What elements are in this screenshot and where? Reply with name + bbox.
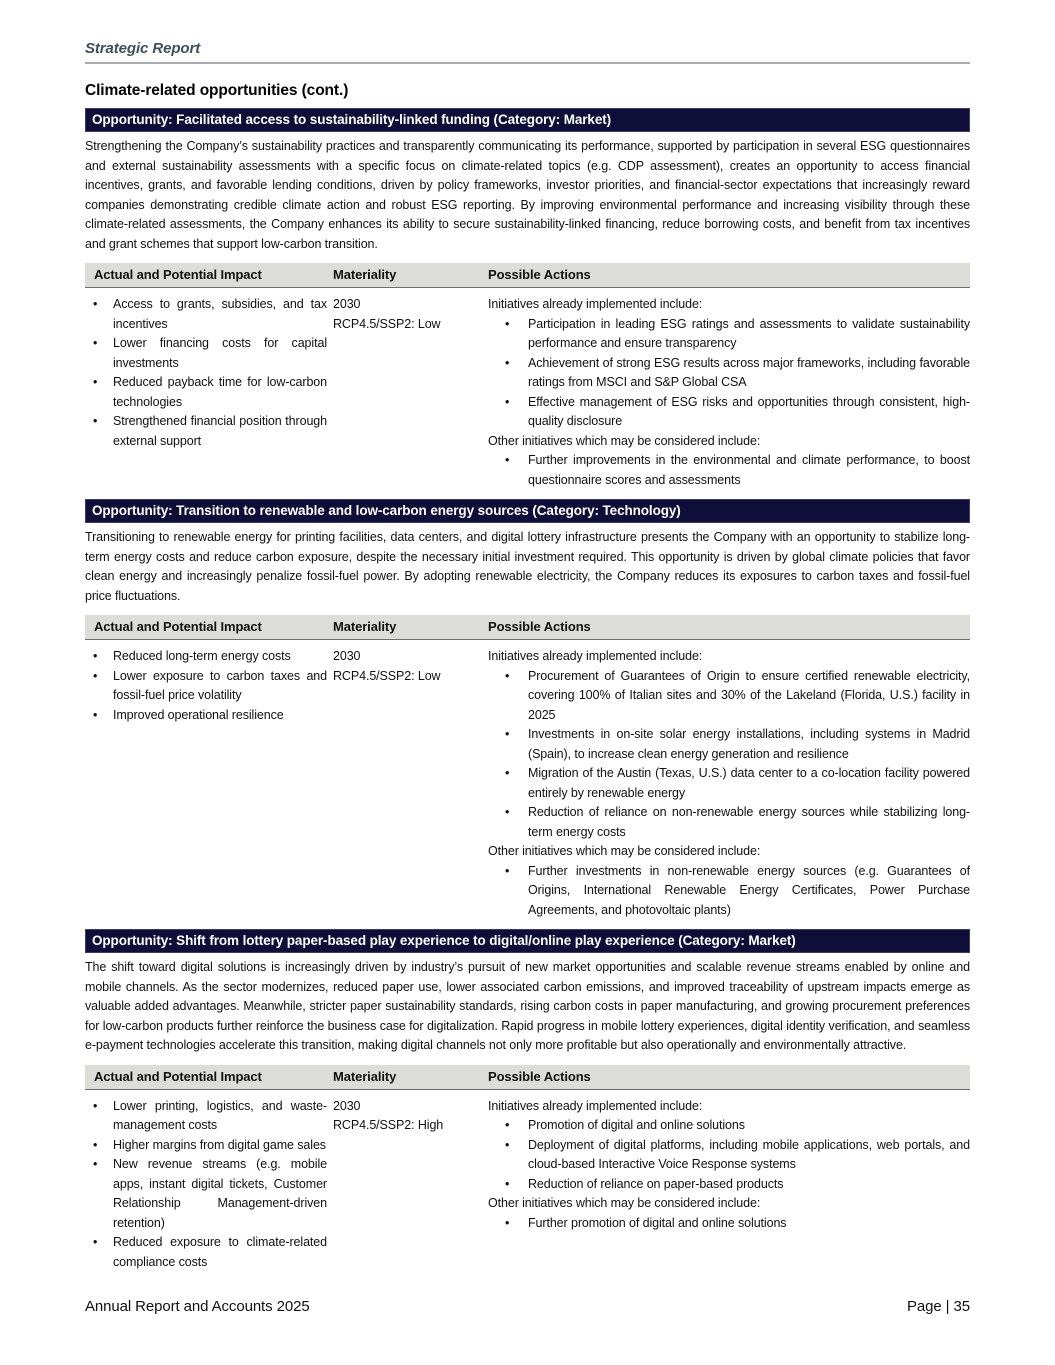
materiality-cell xyxy=(333,1090,488,1273)
impact-list xyxy=(85,1097,327,1273)
opportunity-description: The shift toward digital solutions is increasingly driven by industry’s pursuit of new market opportunities and scalable revenue streams enabled by online and mobile channels. As the sector modernizes, reduced paper use, lower associated carbon emissions, and improved traceability of upstream impacts emerge as valuable added advantages. Meanwhile, stricter paper sustainability standards, rising carbon costs in paper manufacturing, and growing procurement preferences for low-carbon products further reinforce the business case for digitalization. Rapid progress in mobile lottery experiences, digital identity verification, and seamless e-payment technologies accelerate this transition, making digital channels not only more profitable but also operationally and environmentally attractive. xyxy=(85,960,970,1052)
impact-cell xyxy=(85,1090,333,1273)
action-item: • Procurement of Guarantees of Origin to ensure certified renewable electricity, covering 100% of Italian sites and 30% of the Lakeland (Florida, U.S.) facility in 2025 xyxy=(505,667,970,726)
materiality-scenario: RCP4.5/SSP2: Low xyxy=(333,316,441,331)
materiality-cell xyxy=(333,640,488,920)
implemented-label: Initiatives already implemented include: xyxy=(488,1098,703,1113)
impact-item: • Reduced long-term energy costs xyxy=(85,647,327,667)
materiality-scenario: RCP4.5/SSP2: Low xyxy=(333,668,441,683)
footer-page-number: Page | 35 xyxy=(906,1298,970,1315)
impact-item: • Strengthened financial position through external support xyxy=(85,412,327,451)
impact-cell xyxy=(85,288,333,490)
col-header-impact: Actual and Potential Impact xyxy=(85,615,333,640)
col-header-materiality: Materiality xyxy=(333,615,488,640)
implemented-list xyxy=(505,1116,970,1194)
impact-item: • New revenue streams (e.g. mobile apps, instant digital tickets, Customer Relationship Management-driven retention) xyxy=(85,1155,327,1233)
materiality-cell xyxy=(333,288,488,490)
opportunity-banner: Opportunity: Transition to renewable and low-carbon energy sources (Category: Technology) xyxy=(85,499,970,523)
other-list xyxy=(505,862,970,921)
impact-item: • Improved operational resilience xyxy=(85,706,327,726)
impact-list xyxy=(85,647,327,725)
implemented-label: Initiatives already implemented include: xyxy=(488,649,703,663)
actions-cell xyxy=(488,288,970,490)
action-item: • Deployment of digital platforms, including mobile applications, web portals, and cloud-based Interactive Voice Response systems xyxy=(505,1136,970,1175)
opportunity-section-2 xyxy=(85,499,970,920)
action-item: • Migration of the Austin (Texas, U.S.) data center to a co-location facility powered entirely by renewable energy xyxy=(505,764,970,803)
action-item: • Reduction of reliance on paper-based products xyxy=(505,1175,970,1195)
impact-item: • Lower financing costs for capital investments xyxy=(85,334,327,373)
impact-item: • Lower printing, logistics, and waste-management costs xyxy=(85,1097,327,1136)
impact-cell xyxy=(85,640,333,920)
impact-table xyxy=(85,1065,970,1273)
col-header-impact: Actual and Potential Impact xyxy=(85,1065,333,1090)
opportunity-banner: Opportunity: Shift from lottery paper-based play experience to digital/online play experience (Category: Market) xyxy=(85,929,970,953)
impact-item: • Access to grants, subsidies, and tax incentives xyxy=(85,295,327,334)
page-title: Climate-related opportunities (cont.) xyxy=(85,82,349,99)
footer-report-title: Annual Report and Accounts 2025 xyxy=(85,1298,310,1315)
other-label: Other initiatives which may be considered include: xyxy=(488,433,761,448)
col-header-actions: Possible Actions xyxy=(488,615,970,640)
col-header-impact: Actual and Potential Impact xyxy=(85,263,333,288)
implemented-list xyxy=(505,667,970,843)
col-header-materiality: Materiality xyxy=(333,263,488,288)
col-header-actions: Possible Actions xyxy=(488,263,970,288)
materiality-scenario: RCP4.5/SSP2: High xyxy=(333,1118,444,1132)
action-item: • Effective management of ESG risks and opportunities through consistent, high-quality disclosure xyxy=(505,393,970,432)
impact-table xyxy=(85,615,970,920)
col-header-actions: Possible Actions xyxy=(488,1065,970,1090)
col-header-materiality: Materiality xyxy=(333,1065,488,1090)
action-item: • Further improvements in the environmental and climate performance, to boost questionnaire scores and assessments xyxy=(505,451,970,490)
opportunity-section-3 xyxy=(85,929,970,1272)
opportunity-section-1 xyxy=(85,108,970,490)
other-label: Other initiatives which may be considered include: xyxy=(488,844,761,858)
impact-item: • Reduced payback time for low-carbon technologies xyxy=(85,373,327,412)
report-page xyxy=(85,0,970,1281)
action-item: • Investments in on-site solar energy installations, including systems in Madrid (Spain), to increase clean energy generation and resilience xyxy=(505,725,970,764)
other-label: Other initiatives which may be considered include: xyxy=(488,1196,761,1210)
header-rule xyxy=(85,62,970,64)
action-item: • Promotion of digital and online solutions xyxy=(505,1116,970,1136)
materiality-horizon: 2030 xyxy=(333,297,361,311)
actions-cell xyxy=(488,1090,970,1273)
materiality-horizon: 2030 xyxy=(333,649,361,663)
impact-list xyxy=(85,295,327,451)
action-item: • Participation in leading ESG ratings and assessments to validate sustainability performance and ensure transparency xyxy=(505,315,970,354)
action-item: • Reduction of reliance on non-renewable energy sources while stabilizing long-term energy costs xyxy=(505,803,970,842)
impact-table xyxy=(85,263,970,490)
actions-cell xyxy=(488,640,970,920)
action-item: • Further investments in non-renewable energy sources (e.g. Guarantees of Origins, International Renewable Energy Certificates, Power Purchase Agreements, and photovoltaic plants) xyxy=(505,862,970,921)
impact-item: • Reduced exposure to climate-related compliance costs xyxy=(85,1233,327,1272)
impact-item: • Higher margins from digital game sales xyxy=(85,1136,327,1156)
opportunity-banner: Opportunity: Facilitated access to sustainability-linked funding (Category: Market) xyxy=(85,108,970,132)
other-list xyxy=(505,451,970,490)
action-item: • Achievement of strong ESG results across major frameworks, including favorable ratings from MSCI and S&P Global CSA xyxy=(505,354,970,393)
page-footer xyxy=(85,1298,970,1315)
materiality-horizon: 2030 xyxy=(333,1098,361,1113)
opportunity-description: Transitioning to renewable energy for printing facilities, data centers, and digital lottery infrastructure presents the Company with an opportunity to stabilize long-term energy costs and reduce carbon exposure, despite the necessary initial investment required. This opportunity is driven by global climate policies that favor clean energy and increasingly penalize fossil-fuel power. By adopting renewable electricity, the Company reduces its exposures to carbon taxes and fossil-fuel price fluctuations. xyxy=(85,530,970,603)
action-item: • Further promotion of digital and online solutions xyxy=(505,1214,970,1234)
section-label: Strategic Report xyxy=(85,40,201,57)
implemented-label: Initiatives already implemented include: xyxy=(488,297,703,311)
impact-item: • Lower exposure to carbon taxes and fossil-fuel price volatility xyxy=(85,667,327,706)
opportunity-description: Strengthening the Company’s sustainability practices and transparently communicating its performance, supported by participation in several ESG questionnaires and external sustainability assessments with a specific focus on climate-related topics (e.g. CDP assessment), creates an opportunity to access financial incentives, grants, and favorable lending conditions, driven by policy frameworks, investor priorities, and financial-sector expectations that increasingly reward companies demonstrating credible climate action and robust ESG reporting. By improving environmental performance and increasing visibility through these climate-related assessments, the Company enhances its ability to secure sustainability-linked financing, reduce borrowing costs, and benefit from tax incentives and grant schemes that support low-carbon transition. xyxy=(85,139,970,251)
other-list xyxy=(505,1214,970,1234)
implemented-list xyxy=(505,315,970,432)
